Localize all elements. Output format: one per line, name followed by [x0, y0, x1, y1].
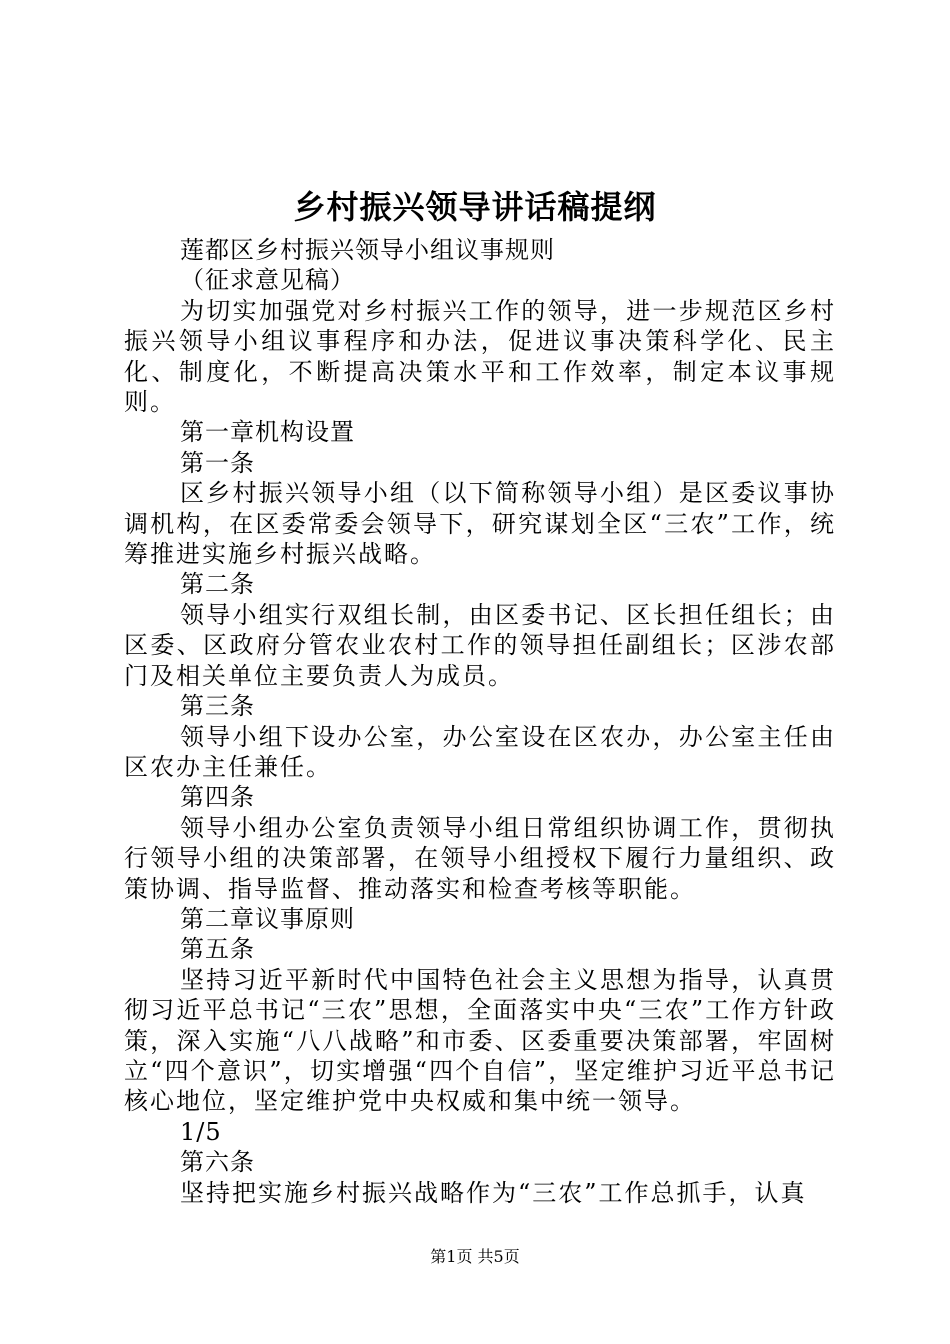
- draft-note: （征求意见稿）: [180, 266, 355, 295]
- article-heading-2: 第二条: [180, 570, 255, 599]
- preamble-paragraph: 为切实加强党对乡村振兴工作的领导，进一步规范区乡村振兴领导小组议事程序和办法，促进议事决策科学化、民主化、制度化，不断提高决策水平和工作效率，制定本议事规则。: [124, 296, 836, 417]
- chapter-heading-1: 第一章机构设置: [180, 418, 355, 447]
- article-heading-3: 第三条: [180, 692, 255, 721]
- article-paragraph-4: 领导小组办公室负责领导小组日常组织协调工作，贯彻执行领导小组的决策部署，在领导小组授权下履行力量组织、政策协调、指导监督、推动落实和检查考核等职能。: [124, 813, 836, 903]
- article-paragraph-3: 领导小组下设办公室，办公室设在区农办，办公室主任由区农办主任兼任。: [124, 722, 836, 781]
- article-heading-4: 第四条: [180, 783, 255, 812]
- rules-heading: 莲都区乡村振兴领导小组议事规则: [180, 236, 555, 264]
- document-title: 乡村振兴领导讲话稿提纲: [293, 188, 657, 226]
- chapter-heading-2: 第二章议事原则: [180, 904, 355, 933]
- article-heading-6: 第六条: [180, 1148, 255, 1177]
- article-paragraph-5: 坚持习近平新时代中国特色社会主义思想为指导，认真贯彻习近平总书记“三农”思想，全面落实中央“三农”工作方针政策，深入实施“八八战略”和市委、区委重要决策部署，牢固树立“四个意识”，切实增强“四个自信”，坚定维护习近平总书记核心地位，坚定维护党中央权威和集中统一领导。: [124, 965, 836, 1116]
- article-heading-5: 第五条: [180, 935, 255, 964]
- inline-page-marker: 1/5: [180, 1117, 222, 1146]
- article-paragraph-6: 坚持把实施乡村振兴战略作为“三农”工作总抓手，认真: [180, 1178, 807, 1207]
- article-paragraph-1: 区乡村振兴领导小组（以下简称领导小组）是区委议事协调机构，在区委常委会领导下，研究谋划全区“三农”工作，统筹推进实施乡村振兴战略。: [124, 479, 836, 569]
- page-footer: 第1页 共5页: [430, 1247, 520, 1266]
- article-paragraph-2: 领导小组实行双组长制，由区委书记、区长担任组长；由区委、区政府分管农业农村工作的领导担任副组长；区涉农部门及相关单位主要负责人为成员。: [124, 600, 836, 690]
- article-heading-1: 第一条: [180, 448, 255, 477]
- document-body: [124, 235, 836, 1208]
